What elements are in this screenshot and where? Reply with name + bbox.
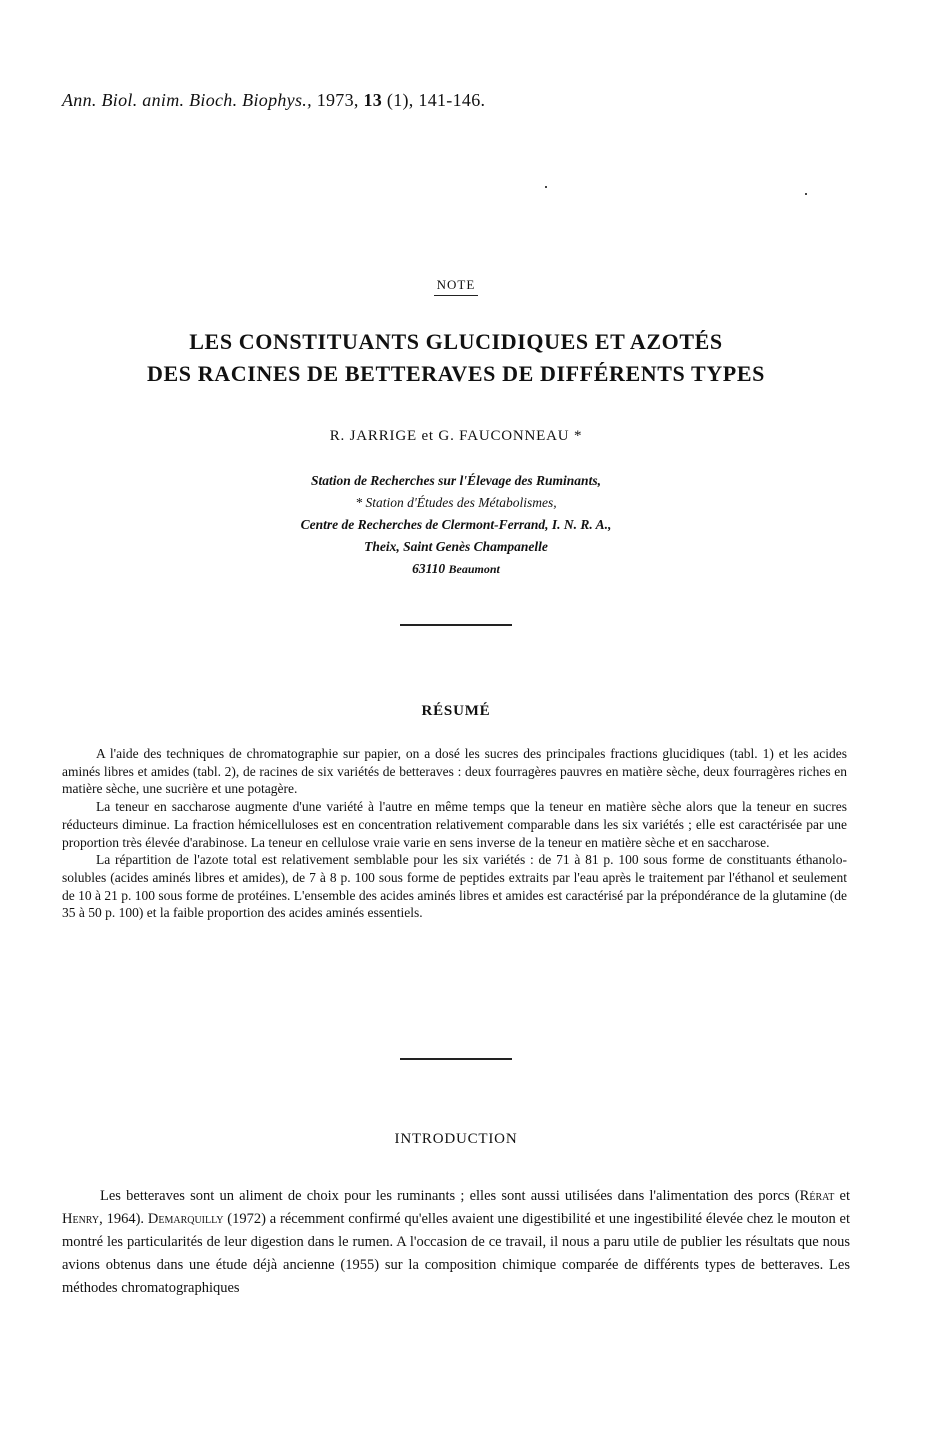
affiliation-line-5: [0, 558, 912, 580]
journal-pages: (1), 141-146.: [386, 90, 486, 110]
affiliation-line-1: Station de Recherches sur l'Élevage des Ruminants,: [311, 473, 601, 488]
resume-abstract: [62, 745, 847, 922]
citation-ref: Henry: [62, 1211, 100, 1227]
article-title: [0, 326, 912, 390]
journal-volume: 13: [363, 90, 383, 110]
citation-ref: Demarquilly: [147, 1211, 224, 1227]
separator-rule: [400, 1058, 512, 1060]
city: Beaumont: [448, 562, 500, 576]
abstract-paragraph: La teneur en saccharose augmente d'une variété à l'autre en même temps que la teneur en matière sèche alors que la teneur en sucres réducteurs diminue. La fraction hémicelluloses est en concentration relativement comparable dans les six variétés ; elle est caractérisée par une proportion très élevée d'arabinose. La teneur en cellulose vraie varie en sens inverse de la teneur en matière sèche et en saccharose.: [62, 799, 847, 850]
scan-speck: [545, 186, 547, 188]
postal-code: 63110: [412, 561, 446, 576]
introduction-heading: INTRODUCTION: [394, 1131, 518, 1147]
affiliation-line-3: Centre de Recherches de Clermont-Ferrand, I. N. R. A.,: [300, 517, 612, 532]
journal-year: 1973,: [316, 90, 359, 110]
affiliation-line-4: Theix, Saint Genès Champanelle: [364, 539, 548, 554]
body-paragraph: Les betteraves sont un aliment de choix pour les ruminants ; elles sont aussi utilisées dans l'alimentation des porcs (Rérat et Henry, 1964). Demarquilly (1972) a récemment confirmé qu'elles avaient une digestibilité et une ingestibilité élevée chez le mouton et montré les particularités de leur digestion dans le rumen. A l'occasion de ce travail, il nous a paru utile de publier les résultats que nous avions obtenus dans une étude déjà ancienne (1955) sur la composition chimique comparée de différents types de betteraves. Les méthodes chromatographiques: [62, 1188, 851, 1296]
abstract-paragraph: A l'aide des techniques de chromatographie sur papier, on a dosé les sucres des principales fractions glucidiques (tabl. 1) et les acides aminés libres et amides (tabl. 2), de racines de six variétés de betteraves : deux fourragères pauvres en matière sèche, deux fourragères riches en matière sèche, une sucrière et une potagère.: [62, 746, 847, 797]
affiliations: [0, 470, 912, 580]
note-label: NOTE: [0, 277, 912, 296]
abstract-paragraph: La répartition de l'azote total est relativement semblable pour les six variétés : de 71 à 81 p. 100 sous forme de constituants éthanolo-solubles (acides aminés libres et amides), de 7 à 8 p. 100 sous forme de peptides extraits par l'eau après le traitement par l'éthanol et seulement de 10 à 21 p. 100 sous forme de protéines. L'ensemble des acides aminés libres et amides est caractérisé par la prépondérance de la glutamine (de 35 à 50 p. 100) et la faible proportion des acides aminés essentiels.: [62, 852, 847, 921]
title-line-1: LES CONSTITUANTS GLUCIDIQUES ET AZOTÉS: [189, 329, 723, 354]
citation-ref: Rérat: [799, 1188, 835, 1204]
journal-name: Ann. Biol. anim. Bioch. Biophys.,: [62, 90, 312, 110]
introduction-body: [62, 1185, 850, 1300]
journal-citation: [62, 90, 485, 111]
affiliation-line-2: * Station d'Études des Métabolismes,: [355, 495, 557, 510]
resume-heading: RÉSUMÉ: [421, 703, 491, 719]
title-line-2: DES RACINES DE BETTERAVES DE DIFFÉRENTS TYPES: [147, 361, 765, 386]
authors: R. JARRIGE et G. FAUCONNEAU *: [329, 428, 583, 444]
scan-speck: [805, 193, 807, 195]
separator-rule: [400, 624, 512, 626]
